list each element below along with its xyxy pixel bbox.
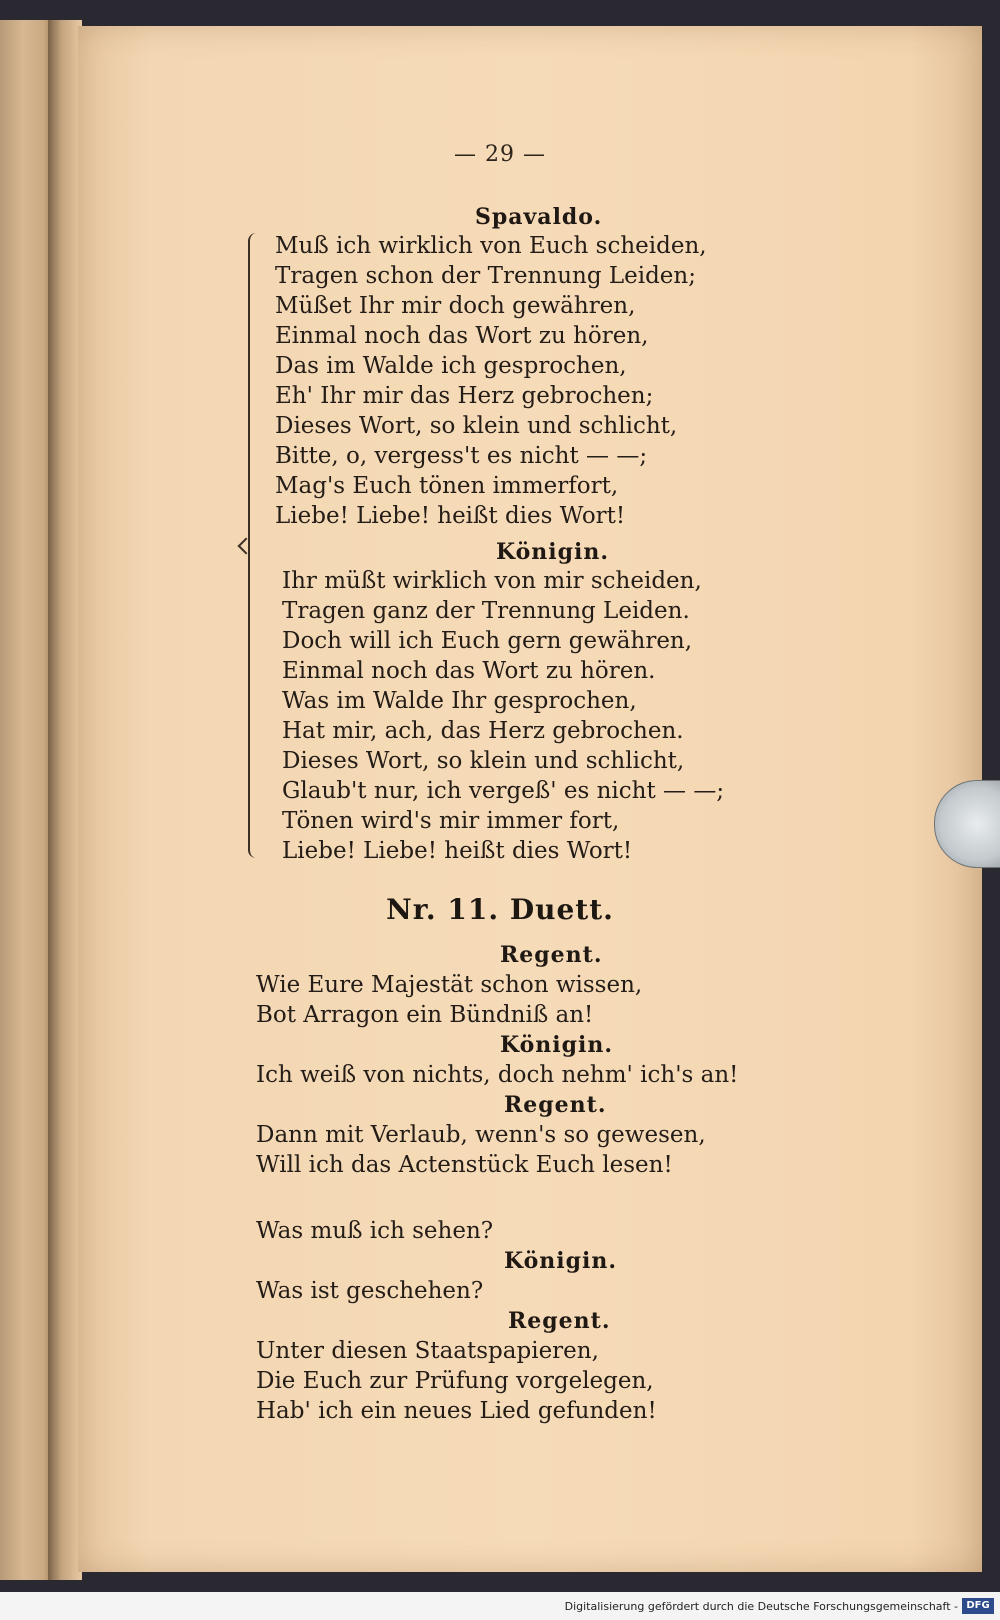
verse-line: Will ich das Actenstück Euch lesen! [256, 1152, 673, 1178]
speaker-name: Regent. [508, 1308, 611, 1334]
verse-line: Einmal noch das Wort zu hören, [275, 323, 649, 349]
verse-line: Ich weiß von nichts, doch nehm' ich's an! [256, 1062, 739, 1088]
verse-line: Hat mir, ach, das Herz gebrochen. [282, 718, 684, 744]
verse-line: Dieses Wort, so klein und schlicht, [275, 413, 678, 439]
verse-line: Einmal noch das Wort zu hören. [282, 658, 656, 684]
duet-dialogue [256, 940, 776, 1426]
verse-line: Tönen wird's mir immer fort, [282, 808, 620, 834]
verse-line: Bitte, o, vergess't es nicht — —; [275, 443, 648, 469]
verse-line: Dieses Wort, so klein und schlicht, [282, 748, 685, 774]
verse-line: Glaub't nur, ich vergeß' es nicht — —; [282, 778, 725, 804]
verse-line: Liebe! Liebe! heißt dies Wort! [275, 503, 626, 529]
verse-line: Was ist geschehen? [256, 1278, 484, 1304]
verse-line: Was im Walde Ihr gesprochen, [282, 688, 637, 714]
speaker-name: Regent. [500, 942, 603, 968]
speaker-name: Spavaldo. [475, 204, 603, 230]
verse-line: Dann mit Verlaub, wenn's so gewesen, [256, 1122, 706, 1148]
verse-line: Mag's Euch tönen immerfort, [275, 473, 619, 499]
page-number: — 29 — [454, 142, 546, 167]
verse-line: Die Euch zur Prüfung vorgelegen, [256, 1368, 654, 1394]
book-gutter [48, 20, 82, 1580]
verse-line: Wie Eure Majestät schon wissen, [256, 972, 643, 998]
stanza-gap [256, 1180, 776, 1216]
verse-line: Müßet Ihr mir doch gewähren, [275, 293, 636, 319]
stanza-one [275, 203, 707, 531]
verse-line: Liebe! Liebe! heißt dies Wort! [282, 838, 633, 864]
verse-line: Unter diesen Staatspapieren, [256, 1338, 599, 1364]
stanza-two [282, 538, 762, 866]
verse-line: Hab' ich ein neues Lied gefunden! [256, 1398, 657, 1424]
verse-line: Eh' Ihr mir das Herz gebrochen; [275, 383, 654, 409]
verse-line: Was muß ich sehen? [256, 1218, 494, 1244]
dfg-logo: DFG [962, 1598, 994, 1614]
verse-line: Tragen schon der Trennung Leiden; [275, 263, 696, 289]
verse-line: Doch will ich Euch gern gewähren, [282, 628, 693, 654]
speaker-name: Königin. [504, 1248, 618, 1274]
verse-line: Ihr müßt wirklich von mir scheiden, [282, 568, 702, 594]
speaker-name: Königin. [500, 1032, 614, 1058]
verse-line: Muß ich wirklich von Euch scheiden, [275, 233, 707, 259]
speaker-name: Regent. [504, 1092, 607, 1118]
speaker-name: Königin. [496, 539, 610, 565]
verse-line: Bot Arragon ein Bündniß an! [256, 1002, 594, 1028]
footer-credit: Digitalisierung gefördert durch die Deutsche Forschungsgemeinschaft - [564, 1600, 958, 1613]
verse-line: Tragen ganz der Trennung Leiden. [282, 598, 690, 624]
verse-line: Das im Walde ich gesprochen, [275, 353, 627, 379]
section-title: Nr. 11. Duett. [386, 893, 614, 926]
